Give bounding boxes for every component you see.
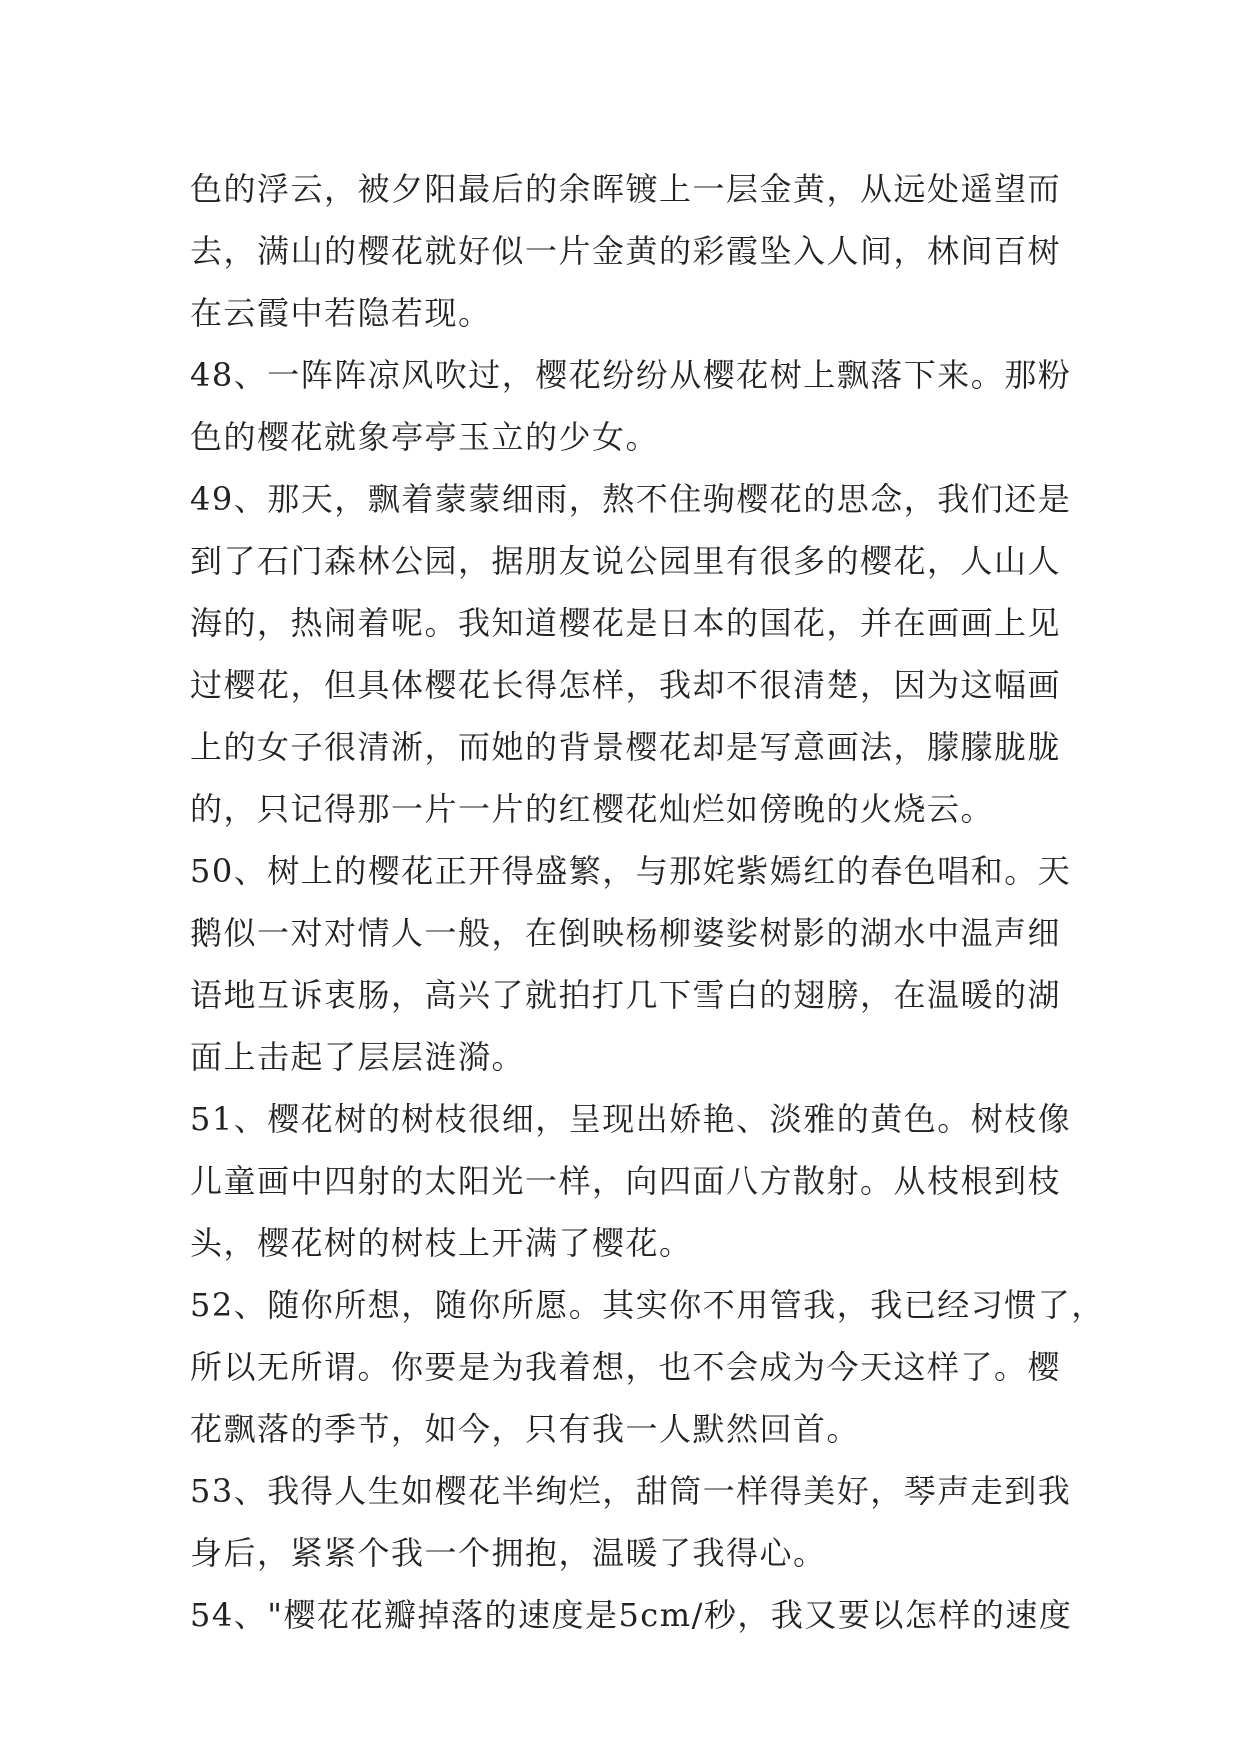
text-line: 上的女子很清淅，而她的背景樱花却是写意画法，朦朦胧胧 <box>190 728 1062 766</box>
text-line: 花飘落的季节，如今，只有我一人默然回首。 <box>190 1410 861 1448</box>
text-line: 50、树上的樱花正开得盛繁，与那姹紫嫣红的春色唱和。天 <box>190 852 1072 890</box>
text-line: 面上击起了层层涟漪。 <box>190 1038 526 1076</box>
text-line: 到了石门森林公园，据朋友说公园里有很多的樱花，人山人 <box>190 542 1062 580</box>
text-line: 49、那天，飘着蒙蒙细雨，熬不住驹樱花的思念，我们还是 <box>190 480 1072 518</box>
text-line: 在云霞中若隐若现。 <box>190 294 492 332</box>
text-line: 语地互诉衷肠，高兴了就拍打几下雪白的翅膀，在温暖的湖 <box>190 976 1062 1014</box>
text-line: 52、随你所想，随你所愿。其实你不用管我，我已经习惯了， <box>190 1286 1105 1324</box>
text-line: 54、"樱花花瓣掉落的速度是5cm/秒，我又要以怎样的速度 <box>190 1596 1073 1634</box>
text-line: 48、一阵阵凉风吹过，樱花纷纷从樱花树上飘落下来。那粉 <box>190 356 1072 394</box>
text-line: 鹅似一对对情人一般，在倒映杨柳婆娑树影的湖水中温声细 <box>190 914 1062 952</box>
text-line: 身后，紧紧个我一个拥抱，温暖了我得心。 <box>190 1534 827 1572</box>
text-line: 头，樱花树的树枝上开满了樱花。 <box>190 1224 693 1262</box>
text-line: 儿童画中四射的太阳光一样，向四面八方散射。从枝根到枝 <box>190 1162 1062 1200</box>
text-line: 51、樱花树的树枝很细，呈现出娇艳、淡雅的黄色。树枝像 <box>190 1100 1072 1138</box>
text-line: 海的，热闹着呢。我知道樱花是日本的国花，并在画画上见 <box>190 604 1062 642</box>
text-line: 的，只记得那一片一片的红樱花灿烂如傍晚的火烧云。 <box>190 790 995 828</box>
text-line: 色的浮云，被夕阳最后的余晖镀上一层金黄，从远处遥望而 <box>190 170 1062 208</box>
text-line: 去，满山的樱花就好似一片金黄的彩霞坠入人间，林间百树 <box>190 232 1062 270</box>
text-line: 过樱花，但具体樱花长得怎样，我却不很清楚，因为这幅画 <box>190 666 1062 704</box>
text-line: 所以无所谓。你要是为我着想，也不会成为今天这样了。樱 <box>190 1348 1062 1386</box>
text-line: 53、我得人生如樱花半绚烂，甜筒一样得美好，琴声走到我 <box>190 1472 1072 1510</box>
text-line: 色的樱花就象亭亭玉立的少女。 <box>190 418 660 456</box>
body-text <box>190 158 1105 1646</box>
